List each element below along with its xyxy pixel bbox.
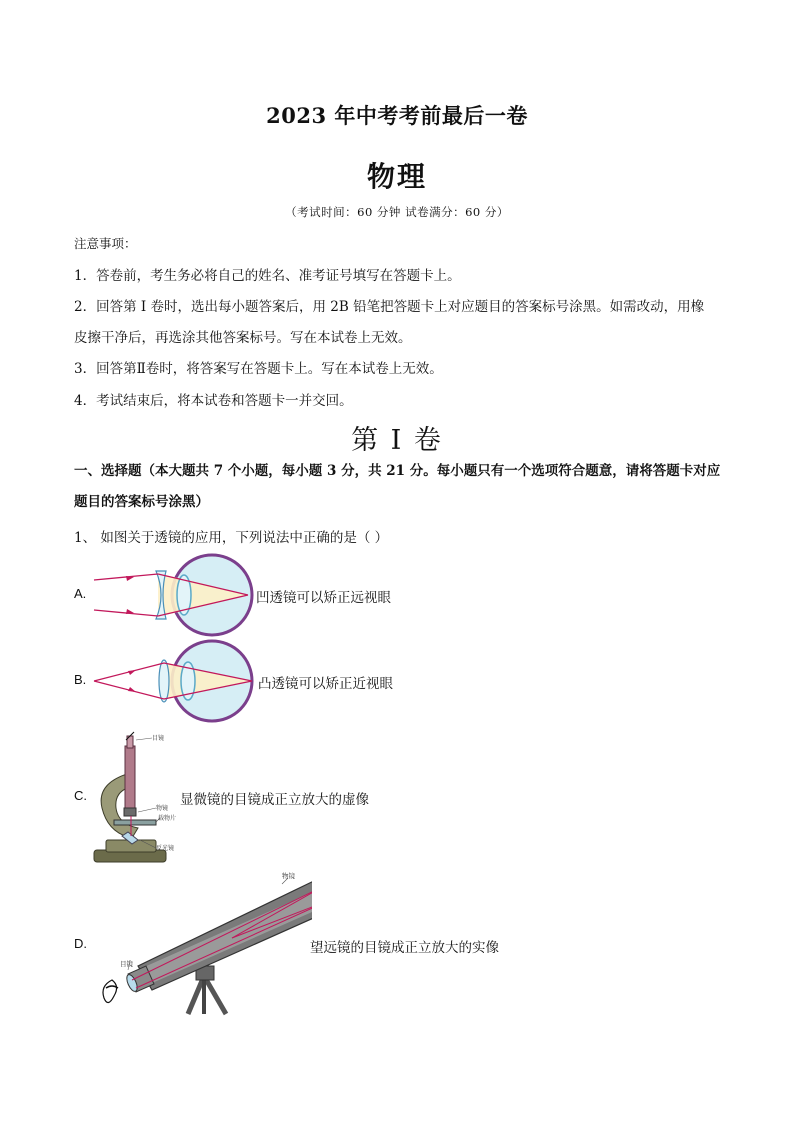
- question-section-heading-line-2: 题目的答案标号涂黑）: [74, 494, 209, 510]
- notice-item-2-line-2: 皮擦干净后，再选涂其他答案标号。写在本试卷上无效。: [74, 330, 412, 346]
- concave-lens-eye-figure: [92, 552, 262, 638]
- microscope-figure: [92, 728, 182, 868]
- microscope-objective-label: 物镜: [156, 805, 169, 812]
- telescope-figure: [92, 868, 312, 1018]
- subject-title: 物理: [366, 160, 427, 193]
- paper-title: 2023 年中考考前最后一卷: [266, 103, 528, 128]
- question-section-heading-line-1: 一、选择题（本大题共 7 个小题，每小题 3 分，共 21 分。每小题只有一个选项符合题意，请将答题卡对应: [74, 463, 721, 479]
- microscope-mirror-label: 反光镜: [156, 845, 175, 852]
- notice-item-1: 1．答卷前，考生务必将自己的姓名、准考证号填写在答题卡上。: [74, 268, 461, 284]
- telescope-eyepiece-label: 目镜: [120, 960, 133, 968]
- option-d-label: D.: [74, 936, 87, 951]
- convex-lens-eye-figure: [92, 638, 262, 724]
- section-title: 第 I 卷: [351, 425, 443, 456]
- option-c-text: 显微镜的目镜成正立放大的虚像: [180, 792, 369, 808]
- telescope-objective-label: 物镜: [282, 872, 295, 880]
- microscope-eyepiece-label: 目镜: [152, 735, 165, 742]
- option-b-text: 凸透镜可以矫正近视眼: [258, 676, 393, 692]
- option-d-text: 望远镜的目镜成正立放大的实像: [310, 940, 499, 956]
- option-a-text: 凹透镜可以矫正远视眼: [256, 590, 391, 606]
- microscope-stage-label: 载物片: [158, 815, 177, 822]
- notice-item-4: 4．考试结束后，将本试卷和答题卡一并交回。: [74, 393, 353, 409]
- notice-heading: 注意事项：: [74, 236, 137, 251]
- exam-info: （考试时间：60 分钟 试卷满分：60 分）: [285, 205, 509, 219]
- option-a-label: A.: [74, 586, 87, 601]
- question-1-stem: 1、 如图关于透镜的应用，下列说法中正确的是（ ）: [74, 530, 389, 546]
- notice-item-2-line-1: 2．回答第 I 卷时，选出每小题答案后，用 2B 铅笔把答题卡上对应题目的答案标号涂黑。如需改动，用橡: [74, 299, 705, 315]
- option-c-label: C.: [74, 788, 87, 803]
- question-section-heading: [74, 456, 724, 518]
- notice-item-3: 3．回答第Ⅱ卷时，将答案写在答题卡上。写在本试卷上无效。: [74, 361, 443, 377]
- option-b-label: B.: [74, 672, 87, 687]
